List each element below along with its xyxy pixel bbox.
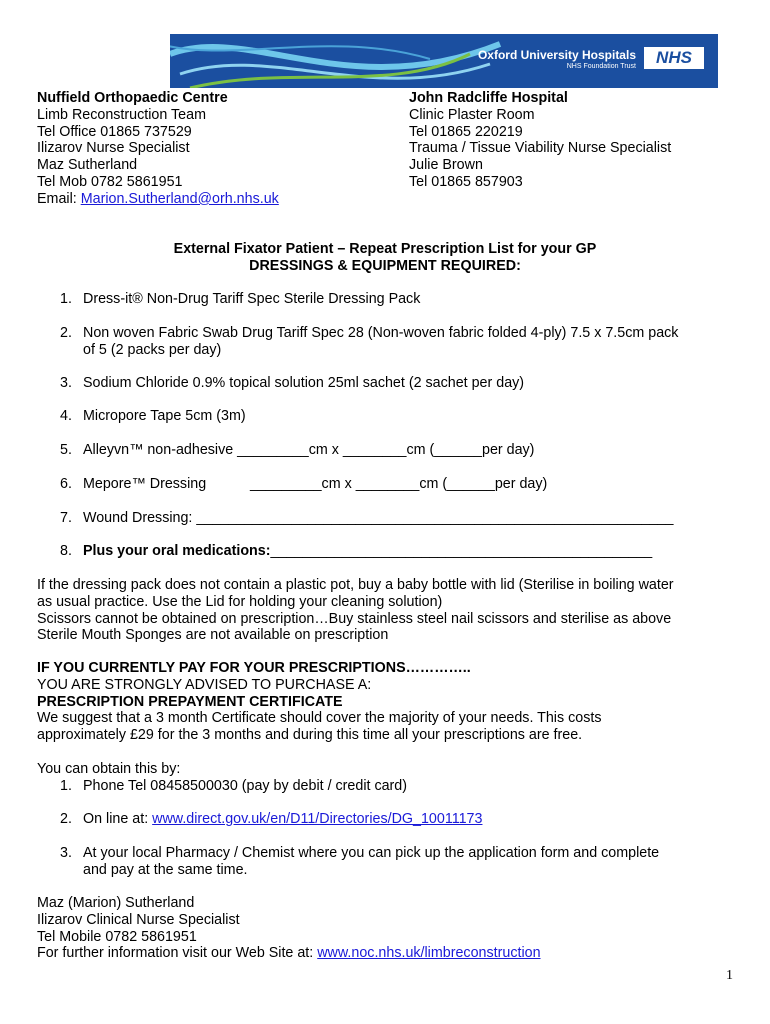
note-line: If the dressing pack does not contain a plastic pot, buy a baby bottle with lid (Sterilise in boiling water [37,577,674,593]
page-number: 1 [726,968,733,983]
list-number: 4. [60,408,72,424]
right-contact-line: Clinic Plaster Room [409,106,535,123]
list-number: 1. [60,778,72,794]
left-contact-line: Tel Office 01865 737529 [37,123,192,140]
right-contact-heading: John Radcliffe Hospital [409,90,568,106]
signature-block [37,895,737,962]
right-contact-line: Trauma / Tissue Viability Nurse Specialist [409,140,672,157]
list-text [83,845,743,879]
right-contact-block [409,90,671,191]
signature-role: Ilizarov Clinical Nurse Specialist [37,911,240,928]
list-text-line: and pay at the same time. [83,861,248,878]
list-text: Dress-it® Non-Drug Tariff Spec Sterile Dressing Pack [83,291,421,307]
right-contact-line: Tel 01865 857903 [409,173,523,190]
note-line: as usual practice. Use the Lid for holding your cleaning solution) [37,593,443,610]
list-number: 3. [60,375,72,391]
list-number: 1. [60,291,72,307]
signature-name: Maz (Marion) Sutherland [37,895,195,911]
note-line: Sterile Mouth Sponges are not available on prescription [37,627,389,644]
direct-gov-link[interactable]: www.direct.gov.uk/en/D11/Directories/DG_10011173 [152,811,483,827]
list-text: Micropore Tape 5cm (3m) [83,408,246,424]
list-number: 2. [60,811,72,827]
list-blanks: _________cm x ________cm (______per day) [250,476,548,492]
website-line [37,945,737,962]
website-link[interactable]: www.noc.nhs.uk/limbreconstruction [317,945,541,962]
signature-phone: Tel Mobile 0782 5861951 [37,928,197,945]
list-text [83,543,687,560]
right-contact-line: Tel 01865 220219 [409,123,523,140]
list-number: 6. [60,476,72,492]
list-text-line: of 5 (2 packs per day) [83,341,222,358]
obtain-intro: You can obtain this by: [37,761,181,777]
right-contact-line: Julie Brown [409,157,483,174]
list-label: Mepore™ Dressing [83,476,207,492]
list-number: 2. [60,325,72,341]
email-line [37,191,279,208]
left-contact-line: Ilizarov Nurse Specialist [37,140,190,157]
list-blanks: ________________________________________________ [270,543,653,559]
prepayment-line: approximately £29 for the 3 months and during this time all your prescriptions are free. [37,727,583,744]
header-banner [170,34,718,88]
list-text-line: Non woven Fabric Swab Drug Tariff Spec 28 (Non-woven fabric folded 4-ply) 7.5 x 7.5cm pack [83,325,679,341]
list-number: 3. [60,845,72,861]
left-contact-line: Maz Sutherland [37,157,138,174]
left-contact-block [37,90,279,208]
left-contact-heading: Nuffield Orthopaedic Centre [37,90,228,106]
document-subtitle: DRESSINGS & EQUIPMENT REQUIRED: [249,258,521,274]
list-number: 5. [60,442,72,458]
list-text-line: At your local Pharmacy / Chemist where you can pick up the application form and complete [83,845,660,861]
dressing-notes [37,577,737,644]
document-title: External Fixator Patient – Repeat Prescription List for your GP [173,241,597,257]
list-number: 8. [60,543,72,559]
prepayment-heading: IF YOU CURRENTLY PAY FOR YOUR PRESCRIPTIONS………….. [37,660,471,676]
list-text [83,811,743,828]
website-label: For further information visit our Web Site at: [37,945,318,962]
certificate-title: PRESCRIPTION PREPAYMENT CERTIFICATE [37,693,343,710]
left-contact-line: Tel Mob 0782 5861951 [37,173,183,190]
nhs-logo: NHS [644,47,704,69]
banner-text [478,48,636,71]
note-line: Scissors cannot be obtained on prescription…Buy stainless steel nail scissors and sterilise as above [37,610,672,627]
prepayment-line: We suggest that a 3 month Certificate should cover the majority of your needs. This costs [37,710,602,727]
list-text [83,476,743,493]
list-text: Alleyvn™ non-adhesive _________cm x ________cm (______per day) [83,442,535,458]
online-label: On line at: [83,811,153,827]
list-number: 7. [60,510,72,526]
prepayment-section [37,660,737,744]
list-text: Sodium Chloride 0.9% topical solution 25ml sachet (2 sachet per day) [83,375,525,391]
list-text [83,325,743,359]
list-text: Phone Tel 08458500030 (pay by debit / credit card) [83,778,408,794]
left-contact-line: Limb Reconstruction Team [37,106,206,123]
trust-name: NHS Foundation Trust [566,63,636,70]
list-bold-text: Plus your oral medications: [83,543,271,559]
prepayment-advice: YOU ARE STRONGLY ADVISED TO PURCHASE A: [37,676,372,693]
email-link[interactable]: Marion.Sutherland@orh.nhs.uk [80,190,279,207]
email-label: Email: [37,190,81,207]
hospital-name: Oxford University Hospitals [477,48,636,62]
list-text: Wound Dressing: ____________________________________________________________ [83,510,674,526]
